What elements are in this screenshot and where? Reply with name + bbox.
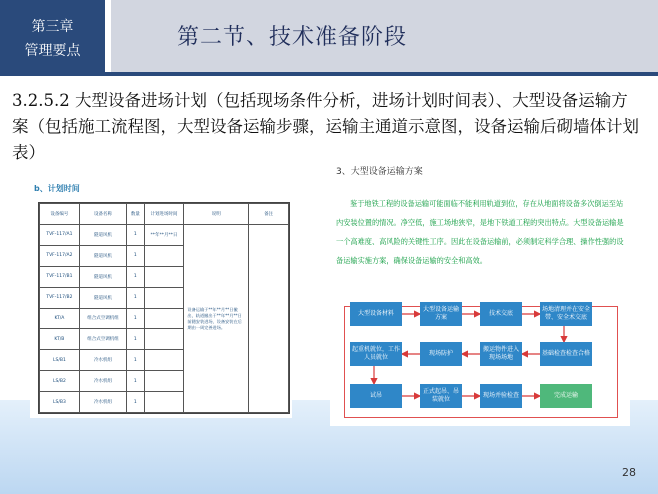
- table-note-cell: 设备运输于**年**月**日撤出，轨道撤出于**年**月**日前随安装进场，设备安装在后期由一周完善进场。: [184, 225, 249, 413]
- table-cell: [144, 266, 184, 287]
- table-cell: 1: [127, 225, 144, 246]
- table-cell: TVF-117/B2: [40, 287, 80, 308]
- flow-step: 大型设备运输方案: [420, 302, 462, 326]
- table-cell: 1: [127, 245, 144, 266]
- transport-plan-panel: [330, 158, 630, 426]
- table-cell: 1: [127, 308, 144, 329]
- table-cell: 1: [127, 392, 144, 413]
- flow-step: 场地清理并在安全带、安全术交底: [540, 302, 592, 326]
- table-cell: KT/A: [40, 308, 80, 329]
- chapter-subtitle: 管理要点: [24, 43, 81, 59]
- flow-step: 技术交底: [480, 302, 522, 326]
- table-cell: [144, 371, 184, 392]
- table-cell: [144, 392, 184, 413]
- table-cell: TVF-117/A2: [40, 245, 80, 266]
- flow-step: 起重机就位，工作人员就位: [350, 342, 402, 366]
- title-divider: [0, 72, 658, 76]
- flow-step: 现场防护: [420, 342, 462, 366]
- chapter-label-box: [0, 0, 108, 72]
- flow-step: 大型设备材料: [350, 302, 402, 326]
- transport-paragraph: 鉴于地铁工程的设备运输可能面临不能利用轨道到位，存在从地面将设备多次倒运至站内安装位置的情况。净空低，施工场地狭窄，是地下铁道工程的突出特点。大型设备运输是一个高难度、高风险的关键性工序。因此在设备运输前，必须制定科学合理、操作性强的设备运输实施方案，确保设备运输的安全和高效。: [336, 199, 624, 265]
- table-cell: **年**月**日: [144, 225, 184, 246]
- table-cell: 组合式空调机组: [79, 308, 126, 329]
- table-cell: 1: [127, 266, 144, 287]
- flow-step: 搬运物件进入现场场地: [480, 342, 522, 366]
- schedule-table-wrap: [38, 202, 290, 414]
- page-number: 28: [622, 466, 636, 479]
- flow-step: 正式起吊、吊装就位: [420, 384, 462, 408]
- table-cell: 1: [127, 287, 144, 308]
- table-cell: TVF-117/B1: [40, 266, 80, 287]
- table-cell: [144, 329, 184, 350]
- table-cell: 1: [127, 329, 144, 350]
- table-cell: 1: [127, 371, 144, 392]
- column-header: 数量: [127, 204, 144, 225]
- transport-heading: 3、大型设备运输方案: [336, 167, 423, 177]
- table-cell: TVF-117/A1: [40, 225, 80, 246]
- column-header: 备注: [249, 204, 289, 225]
- table-cell: [144, 245, 184, 266]
- title-bar: [111, 0, 658, 72]
- table-cell: 隧道风机: [79, 266, 126, 287]
- table-cell: 冷水机组: [79, 371, 126, 392]
- schedule-panel: [30, 180, 292, 418]
- table-cell: [249, 225, 289, 413]
- table-cell: [144, 308, 184, 329]
- flow-step: 现场并验检查: [480, 384, 522, 408]
- table-cell: 隧道风机: [79, 287, 126, 308]
- column-header: 计划进场时间: [144, 204, 184, 225]
- table-cell: 隧道风机: [79, 245, 126, 266]
- flow-step: 试吊: [350, 384, 402, 408]
- table-cell: 冷水机组: [79, 392, 126, 413]
- schedule-heading: b、计划时间: [34, 184, 80, 193]
- flow-step: 基础检查检查合格: [540, 342, 592, 366]
- chapter-number: 第三章: [31, 19, 74, 35]
- table-cell: 隧道风机: [79, 225, 126, 246]
- table-cell: LS/B1: [40, 350, 80, 371]
- column-header: 说明: [184, 204, 249, 225]
- table-cell: 1: [127, 350, 144, 371]
- table-cell: 组合式空调机组: [79, 329, 126, 350]
- section-title: 第二节、技术准备阶段: [177, 25, 408, 50]
- flow-step-final: 完成运输: [540, 384, 592, 408]
- table-cell: LS/B2: [40, 371, 80, 392]
- table-cell: [144, 350, 184, 371]
- table-cell: LS/B3: [40, 392, 80, 413]
- table-cell: [144, 287, 184, 308]
- flow-diagram: [330, 158, 630, 426]
- table-cell: 冷水机组: [79, 350, 126, 371]
- column-header: 设备编号: [40, 204, 80, 225]
- column-header: 设备名称: [79, 204, 126, 225]
- body-paragraph: 3.2.5.2 大型设备进场计划（包括现场条件分析，进场计划时间表）、大型设备运输方案（包括施工流程图，大型设备运输步骤，运输主通道示意图，设备运输后砌墙体计划表）: [12, 91, 639, 162]
- table-row: [40, 225, 289, 246]
- table-cell: KT/B: [40, 329, 80, 350]
- schedule-table: [39, 203, 289, 413]
